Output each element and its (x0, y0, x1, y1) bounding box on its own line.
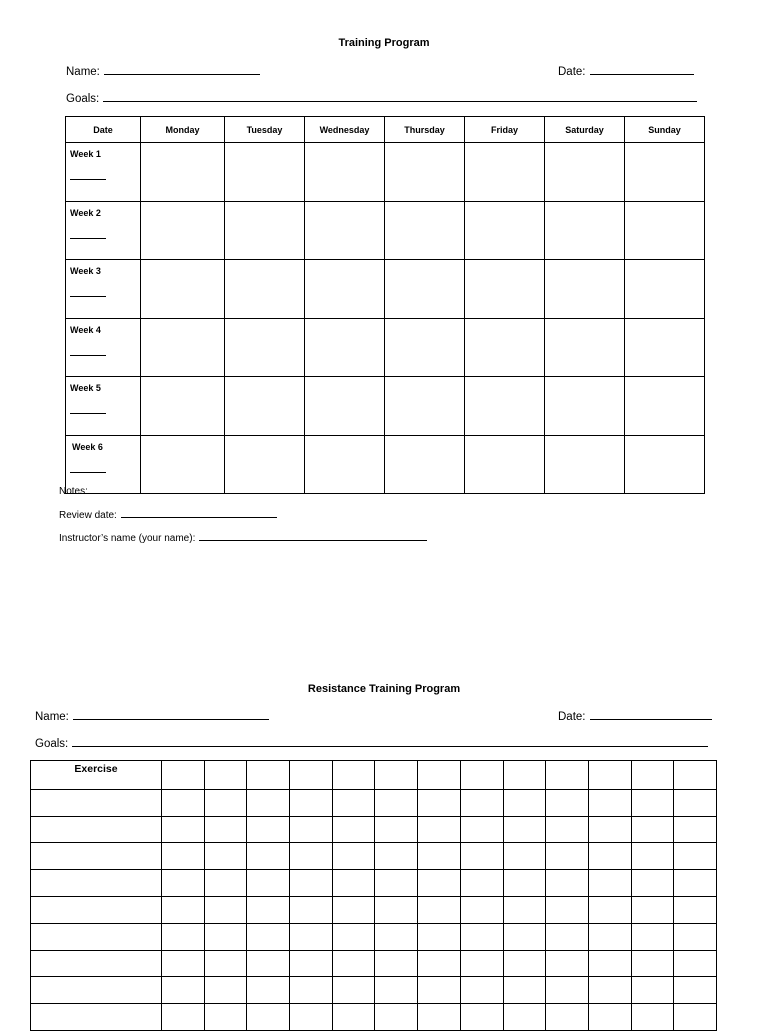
exercise-name-cell[interactable] (31, 923, 162, 950)
log-cell[interactable] (204, 789, 247, 816)
schedule-cell[interactable] (465, 318, 545, 377)
log-cell[interactable] (503, 870, 546, 897)
log-cell[interactable] (204, 977, 247, 1004)
log-cell[interactable] (162, 896, 205, 923)
log-cell[interactable] (290, 923, 333, 950)
log-cell[interactable] (162, 923, 205, 950)
schedule-cell[interactable] (141, 143, 225, 202)
log-cell[interactable] (674, 789, 717, 816)
name-field-row-2 (35, 710, 269, 723)
log-cell[interactable] (546, 950, 589, 977)
log-cell[interactable] (204, 870, 247, 897)
exercise-row (31, 896, 717, 923)
log-cell[interactable] (503, 950, 546, 977)
week-date-line[interactable] (70, 179, 106, 180)
log-cell[interactable] (546, 923, 589, 950)
schedule-cell[interactable] (141, 260, 225, 319)
schedule-cell[interactable] (545, 143, 625, 202)
week-label-cell (66, 377, 141, 436)
name-label-2: Name: (35, 711, 69, 723)
log-cell[interactable] (674, 1004, 717, 1031)
log-cell[interactable] (546, 843, 589, 870)
schedule-cell[interactable] (385, 143, 465, 202)
week-date-line[interactable] (70, 472, 106, 473)
log-cell[interactable] (375, 870, 418, 897)
week-label: Week 4 (70, 324, 101, 335)
schedule-cell[interactable] (141, 318, 225, 377)
resistance-program-title: Resistance Training Program (307, 683, 461, 695)
date-input-line-2[interactable] (590, 710, 712, 720)
exercise-row (31, 1004, 717, 1031)
log-cell[interactable] (247, 870, 290, 897)
schedule-cell[interactable] (225, 377, 305, 436)
header-wednesday: Wednesday (305, 117, 385, 143)
week-date-line[interactable] (70, 296, 106, 297)
log-cell[interactable] (503, 816, 546, 843)
log-cell[interactable] (503, 789, 546, 816)
week-date-line[interactable] (70, 413, 106, 414)
schedule-cell[interactable] (305, 201, 385, 260)
training-program-title: Training Program (338, 37, 430, 49)
log-cell[interactable] (546, 1004, 589, 1031)
week-row (66, 318, 705, 377)
goals-input-line[interactable] (103, 92, 697, 102)
log-cell[interactable] (204, 816, 247, 843)
log-cell[interactable] (375, 977, 418, 1004)
log-cell[interactable] (418, 761, 461, 790)
exercise-row (31, 950, 717, 977)
log-cell[interactable] (588, 977, 631, 1004)
log-cell[interactable] (204, 950, 247, 977)
schedule-cell[interactable] (545, 377, 625, 436)
log-cell[interactable] (674, 761, 717, 790)
goals-input-line-2[interactable] (72, 737, 708, 747)
exercise-name-cell[interactable] (31, 870, 162, 897)
log-cell[interactable] (460, 816, 503, 843)
log-cell[interactable] (162, 843, 205, 870)
log-cell[interactable] (460, 950, 503, 977)
log-cell[interactable] (375, 789, 418, 816)
log-cell[interactable] (247, 789, 290, 816)
exercise-header: Exercise (31, 761, 162, 790)
goals-field-row (66, 92, 697, 105)
log-cell[interactable] (247, 950, 290, 977)
log-cell[interactable] (631, 896, 674, 923)
log-cell[interactable] (418, 977, 461, 1004)
week-row (66, 201, 705, 260)
log-cell[interactable] (332, 870, 375, 897)
log-cell[interactable] (375, 896, 418, 923)
log-cell[interactable] (162, 977, 205, 1004)
schedule-cell[interactable] (141, 377, 225, 436)
log-cell[interactable] (546, 816, 589, 843)
log-cell[interactable] (460, 761, 503, 790)
date-input-line[interactable] (590, 65, 694, 75)
notes-row (59, 484, 698, 497)
schedule-cell[interactable] (545, 260, 625, 319)
date-label: Date: (558, 66, 586, 78)
week-label: Week 5 (70, 383, 101, 393)
schedule-cell[interactable] (625, 143, 705, 202)
weekly-schedule-table (65, 116, 705, 494)
log-cell[interactable] (162, 816, 205, 843)
log-cell[interactable] (631, 950, 674, 977)
exercise-name-cell[interactable] (31, 816, 162, 843)
week-date-line[interactable] (70, 238, 106, 239)
header-row (66, 117, 705, 143)
schedule-cell[interactable] (385, 201, 465, 260)
goals-label-2: Goals: (35, 738, 69, 750)
schedule-cell[interactable] (305, 143, 385, 202)
log-cell[interactable] (375, 816, 418, 843)
log-cell[interactable] (460, 843, 503, 870)
log-cell[interactable] (546, 870, 589, 897)
exercise-row (31, 923, 717, 950)
schedule-cell[interactable] (305, 260, 385, 319)
log-cell[interactable] (418, 1004, 461, 1031)
week-label-cell (66, 318, 141, 377)
log-cell[interactable] (460, 870, 503, 897)
name-input-line-2[interactable] (73, 710, 269, 720)
log-cell[interactable] (418, 923, 461, 950)
log-cell[interactable] (631, 923, 674, 950)
exercise-name-cell[interactable] (31, 789, 162, 816)
schedule-cell[interactable] (465, 143, 545, 202)
schedule-cell[interactable] (305, 377, 385, 436)
name-field-row (66, 65, 260, 78)
date-field-row-2 (558, 710, 712, 723)
schedule-cell[interactable] (225, 201, 305, 260)
header-date: Date (66, 117, 141, 143)
schedule-cell[interactable] (225, 318, 305, 377)
week-label: Week 2 (70, 207, 101, 218)
log-cell[interactable] (418, 789, 461, 816)
instructor-label: Instructor’s name (your name): (59, 533, 196, 544)
log-cell[interactable] (460, 896, 503, 923)
schedule-cell[interactable] (305, 318, 385, 377)
log-cell[interactable] (418, 950, 461, 977)
schedule-cell[interactable] (465, 201, 545, 260)
log-cell[interactable] (588, 789, 631, 816)
log-cell[interactable] (247, 977, 290, 1004)
log-cell[interactable] (631, 843, 674, 870)
log-cell[interactable] (588, 816, 631, 843)
schedule-cell[interactable] (625, 201, 705, 260)
log-cell[interactable] (247, 843, 290, 870)
log-cell[interactable] (332, 1004, 375, 1031)
log-cell[interactable] (204, 761, 247, 790)
log-cell[interactable] (631, 1004, 674, 1031)
review-date-row (59, 508, 277, 521)
log-cell[interactable] (247, 923, 290, 950)
log-cell[interactable] (674, 896, 717, 923)
exercise-name-cell[interactable] (31, 896, 162, 923)
log-cell[interactable] (546, 789, 589, 816)
log-cell[interactable] (503, 896, 546, 923)
log-cell[interactable] (503, 923, 546, 950)
log-cell[interactable] (588, 761, 631, 790)
schedule-cell[interactable] (225, 260, 305, 319)
log-cell[interactable] (162, 1004, 205, 1031)
log-cell[interactable] (631, 816, 674, 843)
log-cell[interactable] (546, 761, 589, 790)
log-cell[interactable] (631, 761, 674, 790)
exercise-name-cell[interactable] (31, 843, 162, 870)
exercise-row (31, 977, 717, 1004)
log-cell[interactable] (375, 761, 418, 790)
name-input-line[interactable] (104, 65, 260, 75)
log-cell[interactable] (418, 843, 461, 870)
schedule-cell[interactable] (545, 318, 625, 377)
date-label-2: Date: (558, 711, 586, 723)
log-cell[interactable] (503, 843, 546, 870)
log-cell[interactable] (290, 950, 333, 977)
review-date-input-line[interactable] (121, 508, 277, 518)
log-cell[interactable] (418, 896, 461, 923)
log-cell[interactable] (290, 816, 333, 843)
log-cell[interactable] (460, 1004, 503, 1031)
schedule-cell[interactable] (385, 377, 465, 436)
notes-input-line[interactable] (92, 484, 698, 494)
log-cell[interactable] (290, 1004, 333, 1031)
schedule-cell[interactable] (385, 260, 465, 319)
log-cell[interactable] (332, 816, 375, 843)
log-cell[interactable] (204, 843, 247, 870)
log-cell[interactable] (588, 950, 631, 977)
date-field-row (558, 65, 694, 78)
instructor-input-line[interactable] (199, 531, 427, 541)
schedule-cell[interactable] (465, 260, 545, 319)
header-tuesday: Tuesday (225, 117, 305, 143)
log-cell[interactable] (332, 761, 375, 790)
name-label: Name: (66, 66, 100, 78)
exercise-row (31, 816, 717, 843)
log-cell[interactable] (588, 1004, 631, 1031)
log-cell[interactable] (204, 923, 247, 950)
instructor-row (59, 531, 427, 544)
log-cell[interactable] (631, 870, 674, 897)
exercise-row (31, 843, 717, 870)
log-cell[interactable] (290, 761, 333, 790)
log-cell[interactable] (674, 816, 717, 843)
log-cell[interactable] (674, 870, 717, 897)
goals-field-row-2 (35, 737, 708, 750)
header-saturday: Saturday (545, 117, 625, 143)
log-cell[interactable] (375, 923, 418, 950)
log-cell[interactable] (162, 761, 205, 790)
exercise-row (31, 870, 717, 897)
log-cell[interactable] (631, 977, 674, 1004)
log-cell[interactable] (418, 870, 461, 897)
log-cell[interactable] (375, 1004, 418, 1031)
schedule-cell[interactable] (385, 318, 465, 377)
log-cell[interactable] (290, 977, 333, 1004)
log-cell[interactable] (503, 1004, 546, 1031)
week-label: Week 1 (70, 149, 101, 159)
week-label: Week 6 (72, 441, 103, 452)
schedule-cell[interactable] (141, 201, 225, 260)
exercise-row (31, 789, 717, 816)
log-cell[interactable] (332, 843, 375, 870)
log-cell[interactable] (247, 896, 290, 923)
log-cell[interactable] (588, 923, 631, 950)
week-label-cell (66, 201, 141, 260)
schedule-cell[interactable] (625, 377, 705, 436)
log-cell[interactable] (631, 789, 674, 816)
log-cell[interactable] (546, 896, 589, 923)
header-sunday: Sunday (625, 117, 705, 143)
log-cell[interactable] (674, 950, 717, 977)
schedule-cell[interactable] (225, 143, 305, 202)
log-cell[interactable] (332, 789, 375, 816)
log-cell[interactable] (290, 870, 333, 897)
log-cell[interactable] (204, 1004, 247, 1031)
log-cell[interactable] (460, 977, 503, 1004)
log-cell[interactable] (332, 896, 375, 923)
log-cell[interactable] (674, 977, 717, 1004)
log-cell[interactable] (290, 789, 333, 816)
exercise-name-cell[interactable] (31, 1004, 162, 1031)
log-cell[interactable] (332, 977, 375, 1004)
header-thursday: Thursday (385, 117, 465, 143)
log-cell[interactable] (674, 843, 717, 870)
log-cell[interactable] (460, 789, 503, 816)
review-date-label: Review date: (59, 510, 117, 521)
exercise-log-table (30, 760, 717, 1031)
log-cell[interactable] (588, 870, 631, 897)
notes-label: Notes: (59, 486, 88, 497)
log-cell[interactable] (375, 843, 418, 870)
week-label: Week 3 (70, 266, 101, 276)
log-cell[interactable] (460, 923, 503, 950)
log-cell[interactable] (332, 923, 375, 950)
log-cell[interactable] (588, 843, 631, 870)
log-cell[interactable] (204, 896, 247, 923)
log-cell[interactable] (290, 896, 333, 923)
exercise-name-cell[interactable] (31, 950, 162, 977)
header-monday: Monday (141, 117, 225, 143)
log-cell[interactable] (546, 977, 589, 1004)
log-cell[interactable] (162, 789, 205, 816)
log-cell[interactable] (588, 896, 631, 923)
week-date-line[interactable] (70, 355, 106, 356)
exercise-name-cell[interactable] (31, 977, 162, 1004)
log-cell[interactable] (332, 950, 375, 977)
log-cell[interactable] (503, 761, 546, 790)
week-row (66, 260, 705, 319)
log-cell[interactable] (418, 816, 461, 843)
log-cell[interactable] (247, 761, 290, 790)
schedule-cell[interactable] (625, 318, 705, 377)
schedule-cell[interactable] (545, 201, 625, 260)
log-cell[interactable] (247, 816, 290, 843)
schedule-cell[interactable] (625, 260, 705, 319)
log-cell[interactable] (162, 950, 205, 977)
week-row (66, 377, 705, 436)
log-cell[interactable] (290, 843, 333, 870)
goals-label: Goals: (66, 93, 100, 105)
header-friday: Friday (465, 117, 545, 143)
week-label-cell (66, 143, 141, 202)
log-cell[interactable] (247, 1004, 290, 1031)
week-row (66, 143, 705, 202)
log-cell[interactable] (162, 870, 205, 897)
schedule-cell[interactable] (465, 377, 545, 436)
exercise-header-row (31, 761, 717, 790)
log-cell[interactable] (674, 923, 717, 950)
log-cell[interactable] (375, 950, 418, 977)
log-cell[interactable] (503, 977, 546, 1004)
week-label-cell (66, 260, 141, 319)
